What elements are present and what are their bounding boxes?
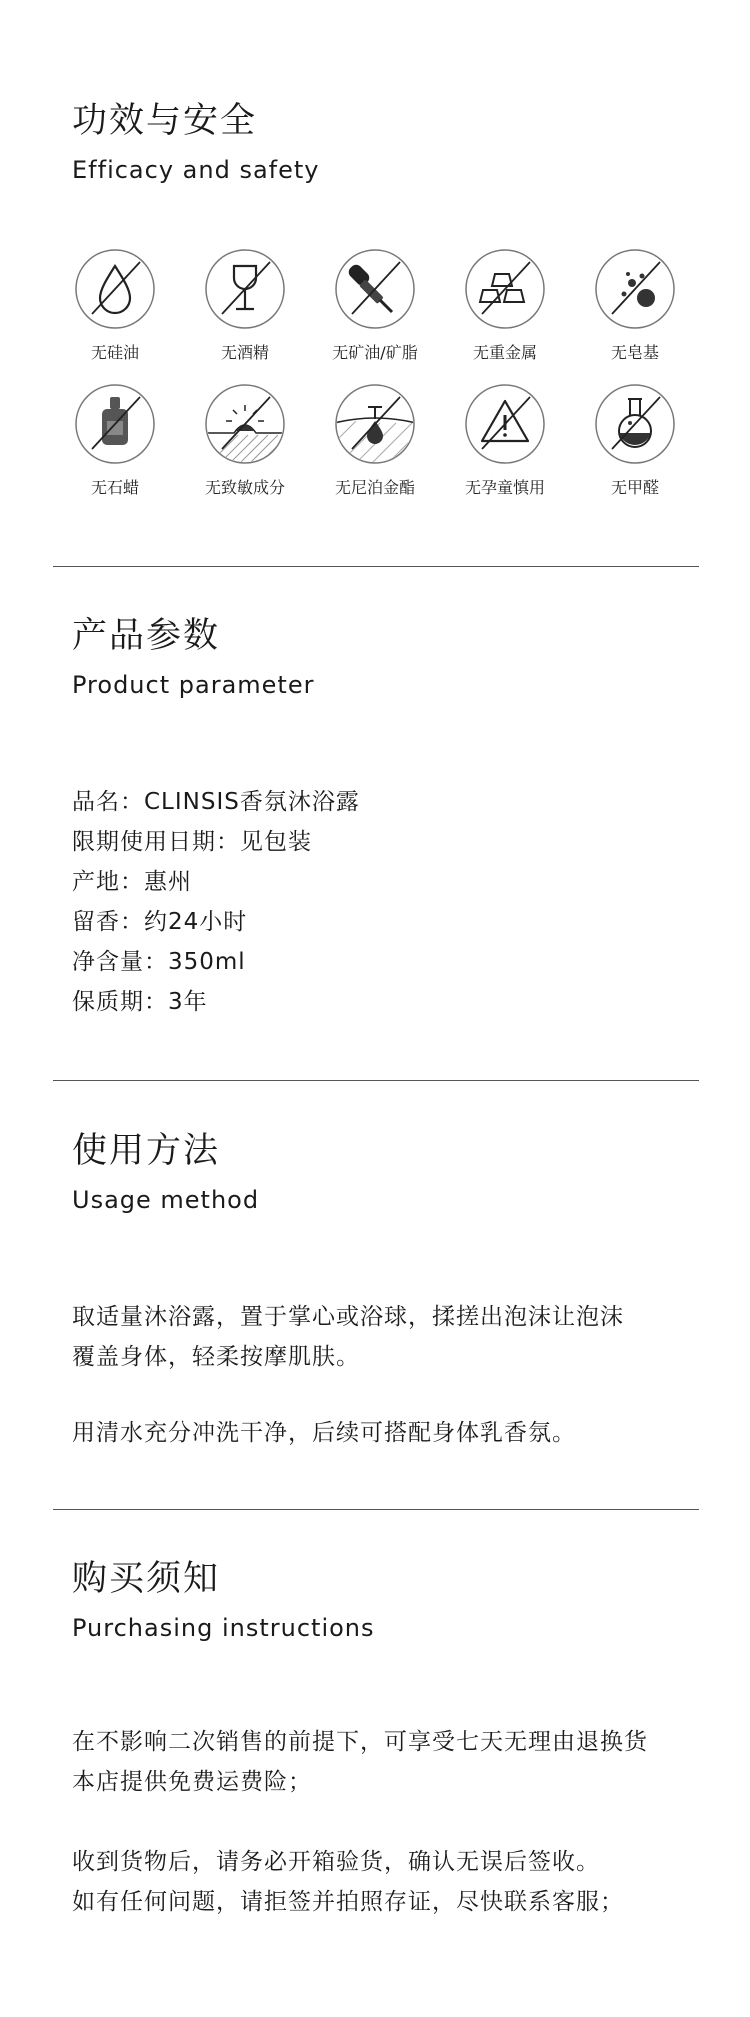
icon-cell [180, 383, 310, 498]
section-subtitle: Product parameter [72, 671, 315, 699]
no-heavy-metal-icon [464, 248, 546, 330]
param-line: 限期使用日期：见包装 [72, 829, 312, 855]
icon-cell [570, 383, 700, 498]
params-list [72, 782, 360, 1022]
no-mineral-oil-icon [334, 248, 416, 330]
icon-cell [570, 248, 700, 363]
icon-label: 无甲醛 [610, 478, 659, 497]
purchase-header [72, 1558, 678, 1643]
section-title: 产品参数 [72, 616, 221, 656]
icon-cell [180, 248, 310, 363]
icon-label: 无孕童慎用 [464, 478, 545, 497]
purchase-paragraph-2 [72, 1842, 692, 1922]
usage-paragraph-1 [72, 1297, 692, 1377]
usage-header [72, 1130, 678, 1215]
icon-label: 无致敏成分 [204, 478, 285, 497]
text-line: 取适量沐浴露，置于掌心或浴球，揉搓出泡沫让泡沫 [72, 1304, 624, 1330]
section-title: 功效与安全 [72, 101, 258, 141]
section-divider [53, 1080, 699, 1081]
param-line: 品名：CLINSIS香氛沐浴露 [72, 789, 360, 815]
text-line: 如有任何问题，请拒签并拍照存证，尽快联系客服； [72, 1889, 624, 1915]
no-allergen-icon [204, 383, 286, 465]
icon-label: 无皂基 [610, 343, 659, 362]
no-paraben-icon [334, 383, 416, 465]
no-soap-base-icon [594, 248, 676, 330]
section-subtitle: Usage method [72, 1186, 260, 1214]
efficacy-icon-grid [50, 248, 700, 498]
text-line: 在不影响二次销售的前提下，可享受七天无理由退换货 [72, 1729, 648, 1755]
section-divider [53, 566, 699, 567]
params-header [72, 615, 678, 700]
section-subtitle: Efficacy and safety [72, 156, 320, 184]
text-line: 本店提供免费运费险； [72, 1769, 312, 1795]
efficacy-header [72, 100, 678, 185]
icon-cell [440, 248, 570, 363]
section-title: 购买须知 [72, 1559, 221, 1599]
param-line: 留香：约24小时 [72, 909, 248, 935]
icon-label: 无硅油 [90, 343, 139, 362]
text-line: 覆盖身体，轻柔按摩肌肤。 [72, 1344, 360, 1370]
no-paraffin-icon [74, 383, 156, 465]
icon-label: 无矿油/矿脂 [332, 343, 418, 362]
usage-paragraph-2 [72, 1413, 692, 1453]
no-silicone-oil-icon [74, 248, 156, 330]
text-line: 用清水充分冲洗干净，后续可搭配身体乳香氛。 [72, 1420, 576, 1446]
icon-cell [50, 383, 180, 498]
param-line: 保质期：3年 [72, 989, 208, 1015]
param-line: 净含量：350ml [72, 949, 246, 975]
icon-label: 无重金属 [472, 343, 537, 362]
no-alcohol-icon [204, 248, 286, 330]
icon-cell [310, 248, 440, 363]
icon-label: 无酒精 [220, 343, 269, 362]
section-subtitle: Purchasing instructions [72, 1614, 375, 1642]
section-divider [53, 1509, 699, 1510]
no-formaldehyde-icon [594, 383, 676, 465]
icon-label: 无尼泊金酯 [334, 478, 415, 497]
icon-cell [440, 383, 570, 498]
param-line: 产地：惠州 [72, 869, 192, 895]
section-title: 使用方法 [72, 1131, 221, 1171]
icon-cell [50, 248, 180, 363]
purchase-paragraph-1 [72, 1722, 712, 1802]
no-caution-icon [464, 383, 546, 465]
icon-label: 无石蜡 [90, 478, 139, 497]
text-line: 收到货物后，请务必开箱验货，确认无误后签收。 [72, 1849, 600, 1875]
icon-cell [310, 383, 440, 498]
